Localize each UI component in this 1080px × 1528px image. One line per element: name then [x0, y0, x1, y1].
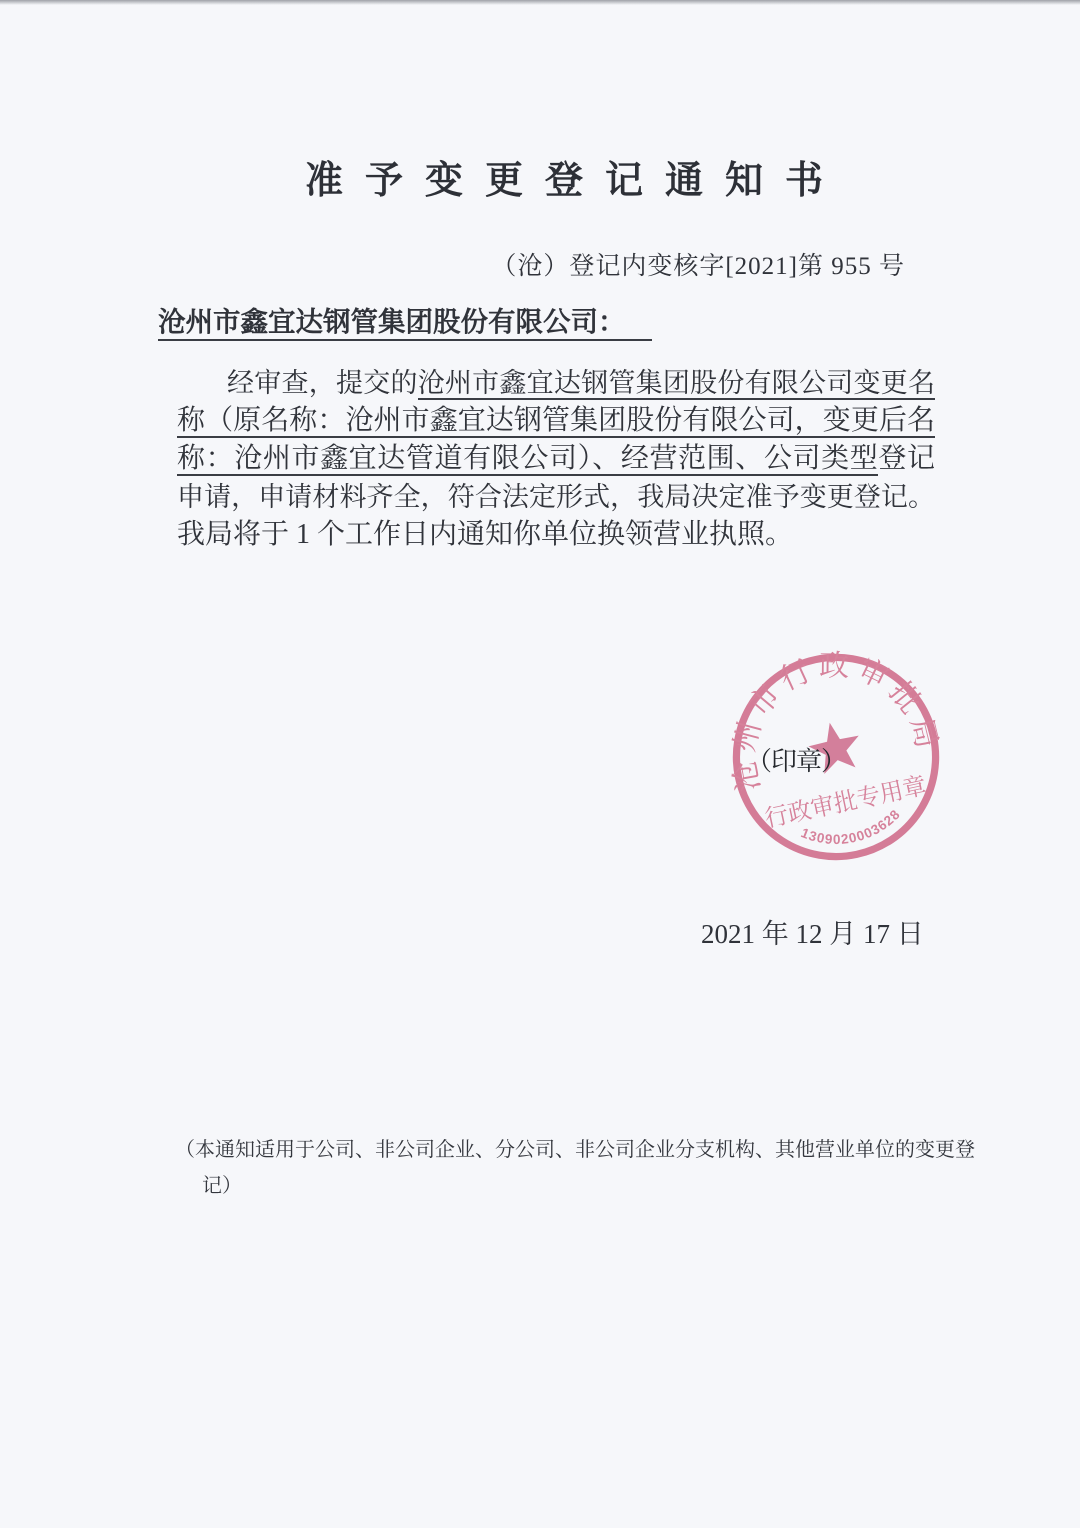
seal-middle-text: 行政审批专用章	[762, 772, 930, 833]
body-text: 我局将于 1 个工作日内通知你单位换领营业执照。	[177, 519, 794, 550]
body-paragraph	[177, 364, 935, 554]
body-line-4	[177, 478, 935, 516]
scan-artifact-top-edge	[0, 0, 1080, 5]
addressee-line	[158, 299, 652, 339]
underlined-new-name-text: 称：沧州市鑫宜达管道有限公司）、经营范围、公司类型	[177, 443, 879, 474]
seal-serial-number: 1309020003628	[798, 806, 904, 848]
underlined-original-name-text: 称（原名称：沧州市鑫宜达钢管集团股份有限公司，变更后名	[177, 405, 935, 436]
body-text: 经审查，提交的	[227, 368, 418, 398]
seal-top-arc-text: 沧州市行政审批局	[727, 649, 945, 794]
body-line-1	[177, 364, 935, 402]
body-text: 登记	[878, 443, 935, 474]
body-line-2	[177, 402, 935, 440]
body-line-5	[177, 516, 935, 554]
seal-placeholder-label: （印章）	[746, 747, 847, 776]
body-line-3	[177, 440, 935, 478]
footer-note-line-2: 记）	[202, 1175, 242, 1197]
svg-text:行政审批专用章	[763, 772, 929, 833]
footer-note-line-1: （本通知适用于公司、非公司企业、分公司、非公司企业分支机构、其他营业单位的变更登	[175, 1139, 975, 1161]
underlined-company-change-text: 沧州市鑫宜达钢管集团股份有限公司变更名	[417, 368, 936, 398]
document-title: 准予变更登记通知书	[304, 160, 845, 203]
reference-number: （沧）登记内变核字[2021]第 955 号	[491, 253, 905, 280]
addressee-company-name: 沧州市鑫宜达钢管集团股份有限公司：	[158, 306, 652, 341]
body-text: 申请，申请材料齐全，符合法定形式，我局决定准予变更登记。	[177, 482, 935, 512]
footer-note	[175, 1132, 1035, 1204]
issue-date: 2021 年 12 月 17 日	[701, 919, 924, 949]
